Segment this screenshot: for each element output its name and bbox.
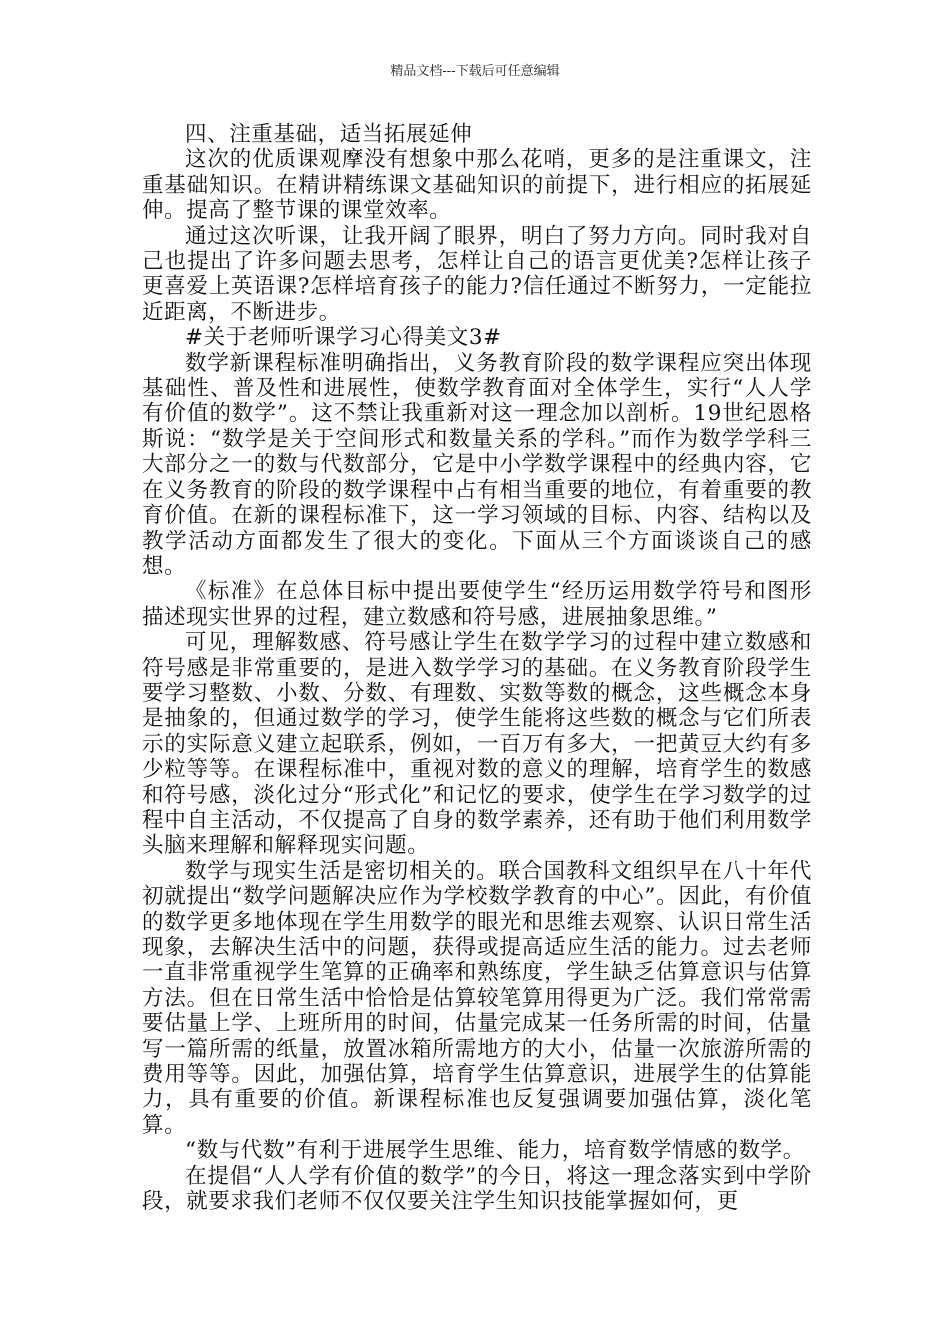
paragraph: 可见，理解数感、符号感让学生在数学学习的过程中建立数感和符号感是非常重要的，是进入数学学习的基础。在义务教育阶段学生要学习整数、小数、分数、有理数、实数等数的概念，这些概念本身是抽象的，但通过数学的学习，使学生能将这些数的概念与它们所表示的实际意义建立起联系，例如，一百万有多大，一把黄豆大约有多少粒等等。在课程标准中，重视对数的意义的理解，培育学生的数感和符号感，淡化过分“形式化”和记忆的要求，使学生在学习数学的过程中自主活动，不仅提高了自身的数学素养，还有助于他们利用数学头脑来理解和解释现实问题。: [142, 630, 812, 859]
page-header: 精品文档---下载后可任意编辑: [390, 64, 560, 79]
article-title: #关于老师听课学习心得美文3#: [185, 325, 502, 351]
paragraph: 在提倡“人人学有价值的数学”的今日，将这一理念落实到中学阶段，就要求我们老师不仅仅要关注学生知识技能掌握如何，更: [142, 1163, 812, 1215]
document-body: [142, 122, 812, 1214]
section-heading: 四、注重基础，适当拓展延伸: [185, 122, 473, 147]
paragraph: 这次的优质课观摩没有想象中那么花哨，更多的是注重课文，注重基础知识。在精讲精练课文基础知识的前提下，进行相应的拓展延伸。提高了整节课的课堂效率。: [142, 147, 812, 224]
paragraph: 数学新课程标准明确指出，义务教育阶段的数学课程应突出体现基础性、普及性和进展性，使数学教育面对全体学生，实行“人人学有价值的数学”。这不禁让我重新对这一理念加以剖析。19世纪恩格斯说：“数学是关于空间形式和数量关系的学科。”而作为数学学科三大部分之一的数与代数部分，它是中小学数学课程中的经典内容，它在义务教育的阶段的数学课程中占有相当重要的地位，有着重要的教育价值。在新的课程标准下，这一学习领域的目标、内容、结构以及教学活动方面都发生了很大的变化。下面从三个方面谈谈自己的感想。: [142, 350, 812, 579]
paragraph: 数学与现实生活是密切相关的。联合国教科文组织早在八十年代初就提出“数学问题解决应作为学校数学教育的中心”。因此，有价值的数学更多地体现在学生用数学的眼光和思维去观察、认识日常生活现象，去解决生活中的问题，获得或提高适应生活的能力。过去老师一直非常重视学生笔算的正确率和熟练度，学生缺乏估算意识与估算方法。但在日常生活中恰恰是估算较笔算用得更为广泛。我们常常需要估量上学、上班所用的时间，估量完成某一任务所需的时间，估量写一篇所需的纸量，放置冰箱所需地方的大小，估量一次旅游所需的费用等等。因此，加强估算，培育学生估算意识，进展学生的估算能力，具有重要的价值。新课程标准也反复强调要加强估算，淡化笔算。: [142, 858, 812, 1138]
paragraph: 《标准》在总体目标中提出要使学生“经历运用数学符号和图形描述现实世界的过程，建立数感和符号感，进展抽象思维。”: [142, 579, 812, 630]
paragraph: 通过这次听课，让我开阔了眼界，明白了努力方向。同时我对自己也提出了许多问题去思考，怎样让自己的语言更优美?怎样让孩子更喜爱上英语课?怎样培育孩子的能力?信任通过不断努力，一定能拉近距离，不断进步。: [142, 223, 812, 325]
paragraph: “数与代数”有利于进展学生思维、能力，培育数学情感的数学。: [185, 1138, 805, 1164]
